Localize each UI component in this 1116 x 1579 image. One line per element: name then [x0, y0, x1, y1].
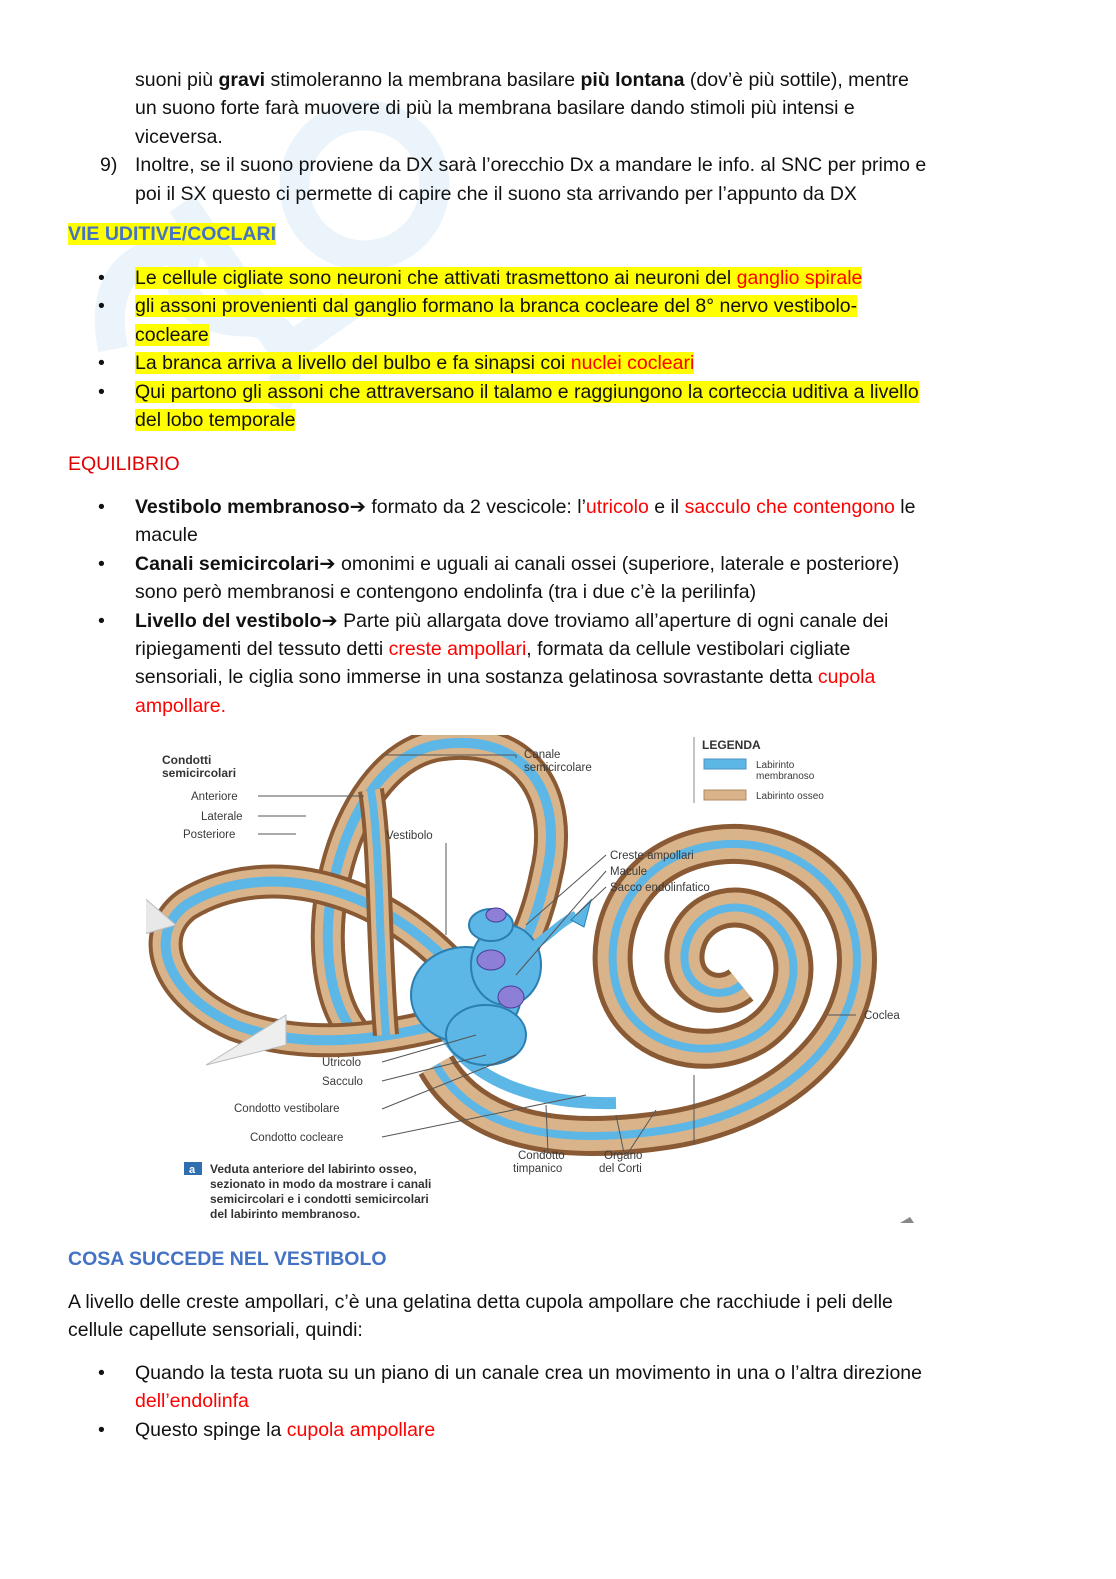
- label-organo-2: del Corti: [599, 1163, 642, 1175]
- legend-membranoso-1: Labirinto: [756, 760, 795, 771]
- legend-title: LEGENDA: [702, 738, 761, 752]
- list-item-continuation: del lobo temporale: [135, 409, 296, 432]
- intro-line-1: suoni più gravi stimoleranno la membrana basilare più lontana (dov’è più sottile), mentre: [135, 69, 909, 91]
- intro-line-2: un suono forte farà muovere di più la membrana basilare dando stimoli più intensi e: [135, 97, 855, 120]
- bullet-icon: •: [98, 552, 105, 575]
- list-item-continuation: sensoriali, le ciglia sono immerse in una sostanza gelatinosa sovrastante detta cupola: [135, 666, 876, 689]
- bullet-icon: •: [98, 1362, 105, 1384]
- list-item: • Vestibolo membranoso➔ formato da 2 vescicole: l’utricolo e il sacculo che contengono le: [68, 493, 1048, 521]
- arrow-icon: ➔: [321, 609, 338, 632]
- bullet-icon: •: [98, 496, 105, 518]
- intro-section: [68, 66, 1048, 208]
- arrow-icon: ➔: [349, 496, 366, 518]
- vestibolo-list: [68, 1359, 1048, 1444]
- list-item-continuation: cocleare: [135, 323, 209, 346]
- list-item: • Le cellule cigliate sono neuroni che attivati trasmettono ai neuroni del ganglio spirale: [68, 264, 1048, 292]
- label-vestibolo: Vestibolo: [386, 830, 433, 842]
- label-utricolo: Utricolo: [322, 1057, 361, 1069]
- bullet-icon: •: [98, 609, 105, 632]
- caption-line-3: semicircolari e i condotti semicircolari: [210, 1192, 429, 1206]
- label-canale-2: semicircolare: [524, 762, 592, 774]
- label-timpanico-1: Condotto: [518, 1150, 565, 1162]
- legend-swatch-membranoso: [704, 759, 746, 769]
- caption-letter: a: [189, 1164, 196, 1176]
- caption-line-4: del labirinto membranoso.: [210, 1207, 361, 1221]
- label-coclea: Coclea: [864, 1010, 900, 1022]
- bullet-icon: •: [98, 352, 105, 375]
- equilibrio-heading: EQUILIBRIO: [68, 453, 180, 475]
- legend: [694, 737, 824, 803]
- bullet-icon: •: [98, 1418, 105, 1441]
- item-number: 9): [100, 154, 118, 177]
- label-anteriore: Anteriore: [191, 791, 238, 803]
- legend-swatch-osseo: [704, 790, 746, 800]
- vestibolo-heading: COSA SUCCEDE NEL VESTIBOLO: [68, 1248, 387, 1270]
- list-item: • Questo spinge la cupola ampollare: [68, 1416, 1048, 1444]
- numbered-item-9: 9) Inoltre, se il suono proviene da DX sarà l’orecchio Dx a mandare le info. al SNC per primo e: [68, 151, 1048, 179]
- label-posteriore: Posteriore: [183, 829, 236, 841]
- arrow-icon: ➔: [319, 552, 336, 575]
- list-item-continuation: ampollare.: [135, 694, 227, 717]
- list-item: • La branca arriva a livello del bulbo e fa sinapsi coi nuclei cocleari: [68, 349, 1048, 377]
- list-item: • Qui partono gli assoni che attraversano il talamo e raggiungono la corteccia uditiva a livello: [68, 378, 1048, 406]
- label-timpanico-2: timpanico: [513, 1163, 563, 1175]
- list-item-continuation: dell’endolinfa: [135, 1390, 249, 1413]
- label-condotti-1: Condotti: [162, 753, 212, 767]
- list-item: • Canali semicircolari➔ omonimi e uguali ai canali ossei (superiore, laterale e posteriore): [68, 550, 1048, 578]
- caption-line-1: Veduta anteriore del labirinto osseo,: [210, 1162, 417, 1176]
- legend-membranoso-2: membranoso: [756, 771, 815, 782]
- bullet-icon: •: [98, 380, 105, 403]
- bullet-icon: •: [98, 267, 105, 289]
- equilibrio-list: [68, 493, 1048, 720]
- label-macule: Macule: [610, 866, 648, 878]
- list-item: • Quando la testa ruota su un piano di un canale crea un movimento in una o l’altra direzione: [68, 1359, 1048, 1387]
- vestibolo-paragraph: A livello delle creste ampollari, c’è una gelatina detta cupola ampollare che racchiude i peli delle cellule capellute sensoriali, quindi:: [68, 1291, 893, 1342]
- list-item-continuation: sono però membranosi e contengono endolinfa (tra i due c’è la perilinfa): [135, 581, 757, 604]
- label-condotto-vestibolare: Condotto vestibolare: [234, 1103, 340, 1115]
- numbered-item-9-line-2: poi il SX questo ci permette di capire che il suono sta arrivando per l’appunto da DX: [135, 182, 857, 205]
- inner-ear-diagram: [146, 735, 926, 1227]
- label-sacco: Sacco endolinfatico: [610, 882, 710, 894]
- label-condotto-cocleare: Condotto cocleare: [250, 1132, 344, 1144]
- label-laterale: Laterale: [201, 811, 243, 823]
- legend-osseo: Labirinto osseo: [756, 791, 824, 802]
- intro-line-3: viceversa.: [135, 125, 223, 148]
- label-condotti-2: semicircolari: [162, 766, 237, 780]
- label-sacculo: Sacculo: [322, 1076, 363, 1088]
- label-canale-1: Canale: [524, 749, 561, 761]
- list-item-continuation: ripiegamenti del tessuto detti creste ampollari, formata da cellule vestibolari cigliate: [135, 638, 851, 661]
- vie-uditive-list: [68, 264, 1048, 434]
- caption-line-2: sezionato in modo da mostrare i canali: [210, 1177, 432, 1191]
- figure-caption: [184, 1162, 431, 1221]
- list-item: • Livello del vestibolo➔ Parte più allargata dove troviamo all’aperture di ogni canale dei: [68, 607, 1048, 635]
- label-organo-1: Organo: [604, 1150, 643, 1162]
- vie-uditive-heading: VIE UDITIVE/COCLARI: [68, 223, 277, 245]
- label-creste: Creste ampollari: [610, 850, 694, 862]
- bullet-icon: •: [98, 295, 105, 318]
- corner-mark: [900, 1217, 914, 1223]
- list-item: • gli assoni provenienti dal ganglio formano la branca cocleare del 8° nervo vestibolo-: [68, 292, 1048, 320]
- list-item-continuation: macule: [135, 524, 198, 547]
